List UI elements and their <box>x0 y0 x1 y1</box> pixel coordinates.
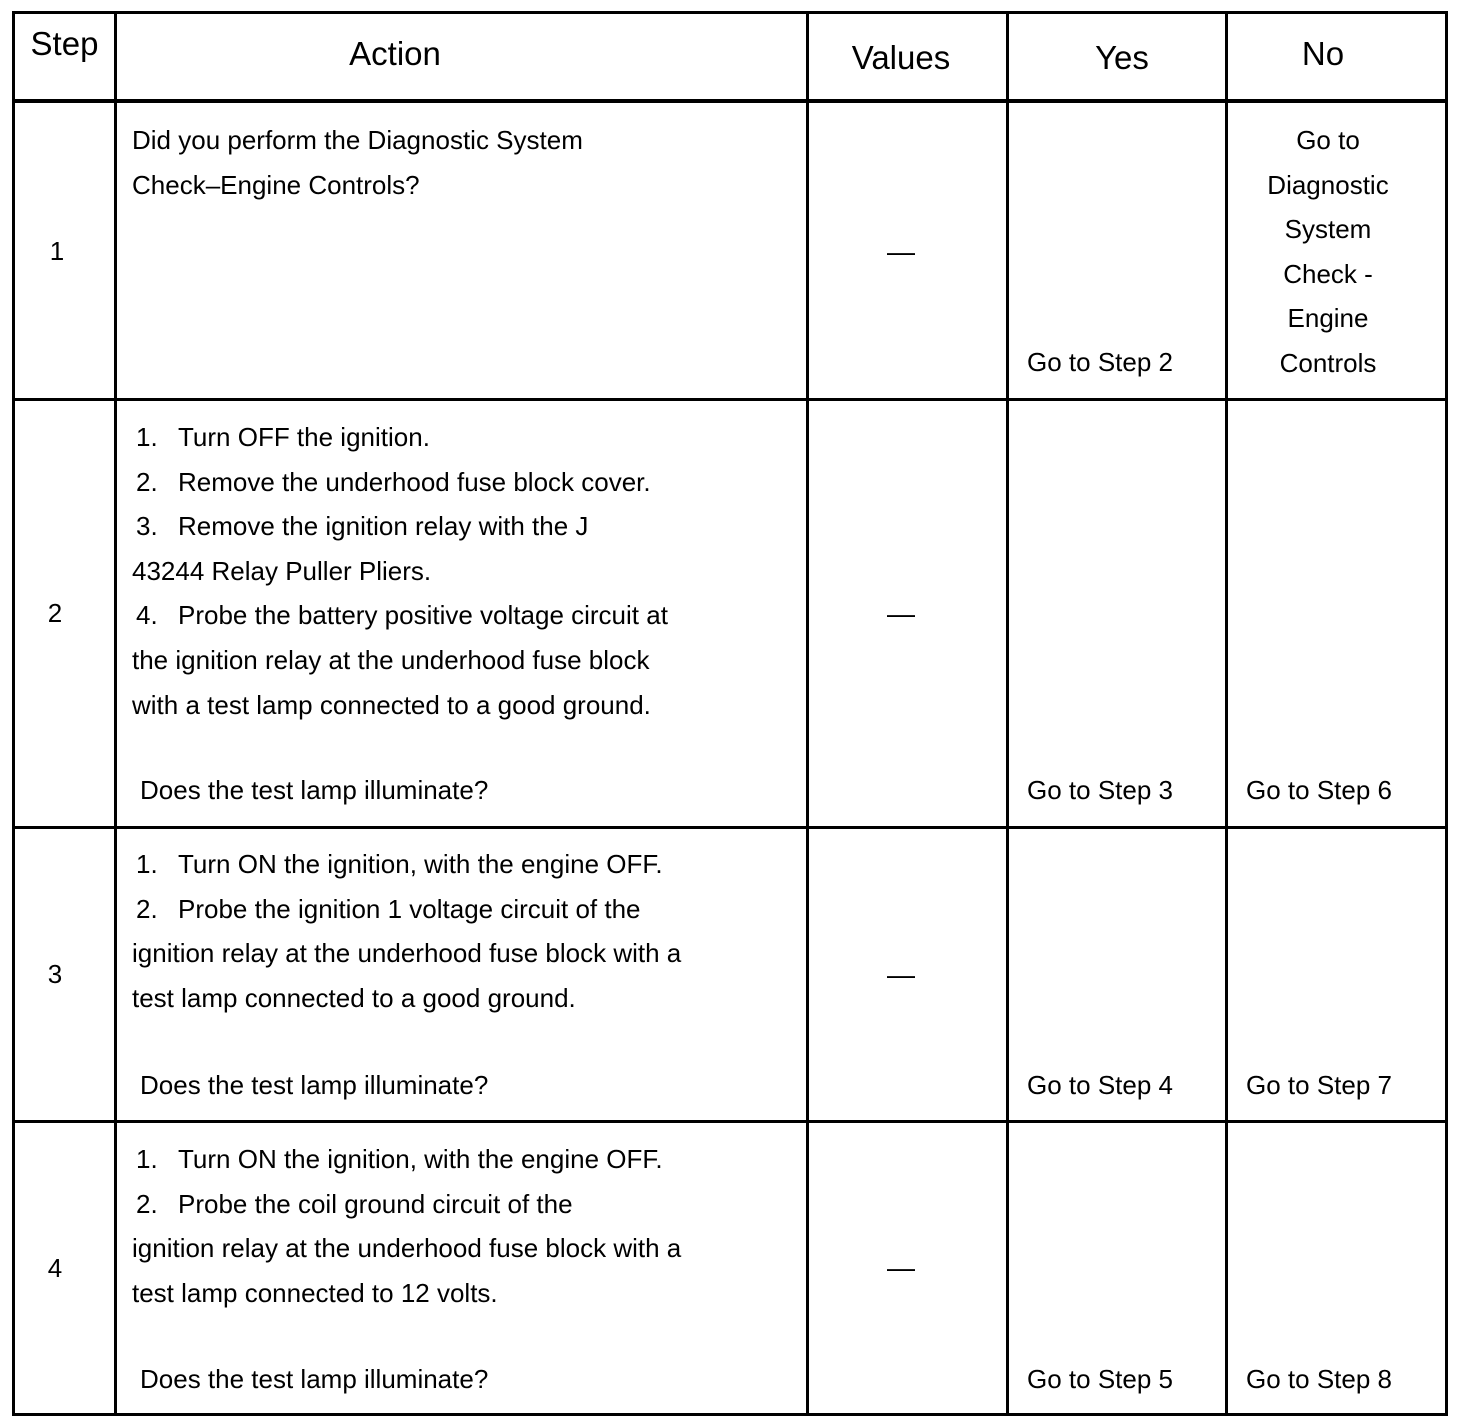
row1-no-line: System <box>1284 214 1372 245</box>
row2-question: Does the test lamp illuminate? <box>140 775 489 805</box>
row2-yes: Go to Step 3 <box>1027 775 1173 805</box>
col-divider-step <box>114 11 117 1416</box>
row1-value: — <box>887 235 915 267</box>
row4-value: — <box>887 1252 915 1283</box>
header-yes: Yes <box>1095 39 1149 76</box>
row3-action <box>132 842 802 1020</box>
item-number: 2. <box>136 893 158 924</box>
list-item <box>132 887 802 932</box>
header-no: No <box>1301 35 1345 72</box>
item-text: Turn OFF the ignition. <box>178 422 430 452</box>
item-continuation: 43244 Relay Puller Pliers. <box>132 555 432 586</box>
header-values: Values <box>851 39 951 76</box>
row1-no-line: Check - <box>1283 258 1373 289</box>
row4-action <box>132 1137 802 1315</box>
row1-yes: Go to Step 2 <box>1027 347 1173 377</box>
item-number: 2. <box>136 1188 158 1219</box>
item-number: 2. <box>136 466 158 497</box>
list-item <box>132 1182 802 1227</box>
row2-no: Go to Step 6 <box>1246 775 1392 805</box>
list-item <box>132 593 802 638</box>
row1-step: 1 <box>49 236 65 266</box>
table-border-bottom <box>12 1413 1448 1416</box>
item-number: 1. <box>136 849 158 879</box>
list-item <box>132 1137 802 1182</box>
col-divider-values <box>1006 11 1009 1416</box>
row1-no-line: Controls <box>1279 347 1377 378</box>
item-text: Probe the ignition 1 voltage circuit of the <box>178 893 641 924</box>
item-text: Probe the battery positive voltage circuit at <box>178 600 668 631</box>
item-continuation: ignition relay at the underhood fuse block with a <box>132 1233 682 1264</box>
row3-no: Go to Step 7 <box>1246 1070 1392 1100</box>
row1-no-line: Diagnostic <box>1267 169 1389 200</box>
item-continuation: test lamp connected to 12 volts. <box>132 1277 498 1308</box>
item-text: Turn ON the ignition, with the engine OFF. <box>178 1144 663 1174</box>
row3-value: — <box>887 958 915 990</box>
item-continuation: the ignition relay at the underhood fuse block <box>132 644 650 675</box>
row4-no: Go to Step 8 <box>1246 1364 1392 1394</box>
list-item <box>132 460 802 505</box>
row1-no-line: Engine <box>1287 303 1369 334</box>
row-divider-3 <box>12 1120 1448 1123</box>
row1-action-line: Did you perform the Diagnostic System <box>132 125 583 155</box>
list-item <box>132 842 802 887</box>
row2-value: — <box>887 597 915 629</box>
item-text: Turn ON the ignition, with the engine OFF. <box>178 849 663 879</box>
header-step: Step <box>30 25 99 62</box>
item-text: Remove the ignition relay with the J <box>178 511 589 542</box>
row-divider-2 <box>12 826 1448 829</box>
table-border-right <box>1445 11 1448 1416</box>
header-action: Action <box>349 35 441 72</box>
row2-action <box>132 415 802 727</box>
item-text: Probe the coil ground circuit of the <box>178 1188 573 1219</box>
item-continuation: ignition relay at the underhood fuse block with a <box>132 938 682 969</box>
row1-no <box>1228 118 1428 386</box>
item-number: 1. <box>136 422 158 452</box>
row4-question: Does the test lamp illuminate? <box>140 1364 489 1394</box>
row2-step: 2 <box>47 598 63 628</box>
row1-no-line: Go to <box>1296 125 1360 155</box>
item-continuation: test lamp connected to a good ground. <box>132 982 576 1013</box>
row4-yes: Go to Step 5 <box>1027 1364 1173 1394</box>
item-continuation: with a test lamp connected to a good ground. <box>132 689 651 720</box>
row4-step: 4 <box>47 1252 63 1283</box>
row1-action-line: Check–Engine Controls? <box>132 169 420 200</box>
item-number: 4. <box>136 600 158 631</box>
row-divider-1 <box>12 398 1448 401</box>
item-number: 3. <box>136 511 158 542</box>
item-number: 1. <box>136 1144 158 1174</box>
row1-action <box>132 118 802 207</box>
list-item <box>132 415 802 460</box>
row3-question: Does the test lamp illuminate? <box>140 1070 489 1100</box>
row3-yes: Go to Step 4 <box>1027 1070 1173 1100</box>
row3-step: 3 <box>47 959 63 989</box>
list-item <box>132 504 802 549</box>
item-text: Remove the underhood fuse block cover. <box>178 466 651 497</box>
